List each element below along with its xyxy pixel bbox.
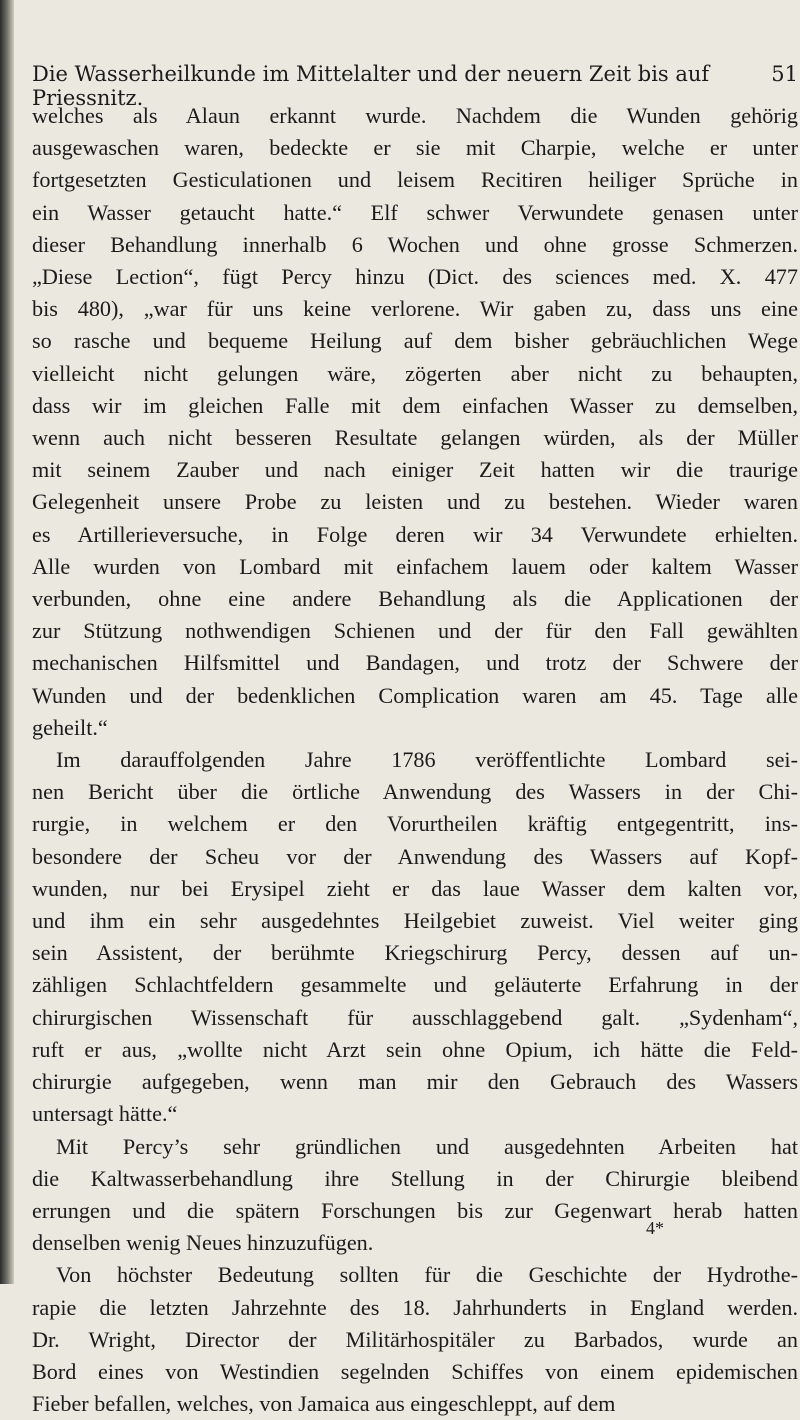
text-line: mechanischen Hilfsmittel und Bandagen, und trotz der Schwere der: [32, 650, 798, 676]
text-line: untersagt hätte.“: [32, 1101, 178, 1127]
text-line: welches als Alaun erkannt wurde. Nachdem die Wunden gehörig: [32, 103, 798, 128]
text-line: ausgewaschen waren, bedeckte er sie mit Charpie, welche er unter: [32, 135, 798, 161]
text-line: wunden, nur bei Erysipel zieht er das laue Wasser dem kalten vor,: [32, 875, 798, 901]
text-line: vielleicht nicht gelungen wäre, zögerten aber nicht zu behaupten,: [32, 360, 798, 386]
text-line: verbunden, ohne eine andere Behandlung als die Applicationen der: [32, 586, 798, 612]
text-line: Gelegenheit unsere Probe zu leisten und zu bestehen. Wieder waren: [32, 489, 798, 515]
text-line: fortgesetzten Gesticulationen und leisem Recitiren heiliger Sprüche in: [32, 167, 798, 193]
text-line: geheilt.“: [32, 714, 108, 740]
text-line: dass wir im gleichen Falle mit dem einfachen Wasser zu demselben,: [32, 392, 798, 418]
text-line: es Artillerieversuche, in Folge deren wir 34 Verwundete erhielten.: [32, 521, 798, 547]
book-gutter: [0, 0, 14, 1284]
book-page: [18, 0, 800, 1417]
text-line: zähligen Schlachtfeldern gesammelte und geläuterte Erfahrung in der: [32, 972, 798, 998]
text-line: so rasche und bequeme Heilung auf dem bisher gebräuchlichen Wege: [32, 328, 798, 354]
page-number: 51: [771, 62, 798, 86]
text-line: Mit Percy’s sehr gründlichen und ausgedehnten Arbeiten hat: [56, 1133, 798, 1159]
text-line: ein Wasser getaucht hatte.“ Elf schwer Verwundete genasen unter: [32, 199, 798, 225]
text-line: dieser Behandlung innerhalb 6 Wochen und ohne grosse Schmerzen.: [32, 231, 798, 257]
text-line: Von höchster Bedeutung sollten für die Geschichte der Hydrothe-: [56, 1262, 798, 1288]
text-line: Im darauffolgenden Jahre 1786 veröffentlichte Lombard sei-: [56, 747, 798, 773]
text-line: zur Stützung nothwendigen Schienen und der für den Fall gewählten: [32, 618, 798, 644]
text-line: ruft er aus, „wollte nicht Arzt sein ohne Opium, ich hätte die Feld-: [32, 1036, 798, 1062]
text-line: „Diese Lection“, fügt Percy hinzu (Dict. des sciences med. X. 477: [32, 264, 798, 290]
text-line: Bord eines von Westindien segelnden Schiffes von einem epidemischen: [32, 1358, 798, 1384]
text-line: sein Assistent, der berühmte Kriegschirurg Percy, dessen auf un-: [32, 940, 798, 966]
body-text: [32, 100, 798, 1420]
text-line: rurgie, in welchem er den Vorurtheilen kräftig entgegentritt, ins-: [32, 811, 798, 837]
text-line: besondere der Scheu vor der Anwendung des Wassers auf Kopf-: [32, 843, 798, 869]
text-line: bis 480), „war für uns keine verlorene. Wir gaben zu, dass uns eine: [32, 296, 798, 322]
text-line: und ihm ein sehr ausgedehntes Heilgebiet zuweist. Viel weiter ging: [32, 908, 798, 934]
text-line: Dr. Wright, Director der Militärhospitäler zu Barbados, wurde an: [32, 1326, 798, 1352]
text-line: chirurgischen Wissenschaft für ausschlaggebend galt. „Sydenham“,: [32, 1004, 798, 1030]
text-line: mit seinem Zauber und nach einiger Zeit hatten wir die traurige: [32, 457, 798, 483]
text-line: wenn auch nicht besseren Resultate gelangen würden, als der Müller: [32, 425, 798, 451]
text-line: chirurgie aufgegeben, wenn man mir den Gebrauch des Wassers: [32, 1069, 798, 1095]
signature-mark: 4*: [646, 1218, 664, 1238]
text-line: denselben wenig Neues hinzuzufügen.: [32, 1230, 374, 1256]
text-line: die Kaltwasserbehandlung ihre Stellung in der Chirurgie bleibend: [32, 1165, 798, 1191]
text-line: Alle wurden von Lombard mit einfachem lauem oder kaltem Wasser: [32, 553, 798, 579]
text-line: Fieber befallen, welches, von Jamaica aus eingeschleppt, auf dem: [32, 1391, 616, 1417]
text-line: Wunden und der bedenklichen Complication waren am 45. Tage alle: [32, 682, 798, 708]
text-line: errungen und die spätern Forschungen bis zur Gegenwart herab hatten: [32, 1197, 798, 1223]
text-line: nen Bericht über die örtliche Anwendung des Wassers in der Chi-: [32, 779, 798, 805]
text-line: rapie die letzten Jahrzehnte des 18. Jahrhunderts in England werden.: [32, 1294, 798, 1320]
running-title: Die Wasserheilkunde im Mittelalter und der neuern Zeit bis auf Priessnitz.: [32, 62, 710, 110]
